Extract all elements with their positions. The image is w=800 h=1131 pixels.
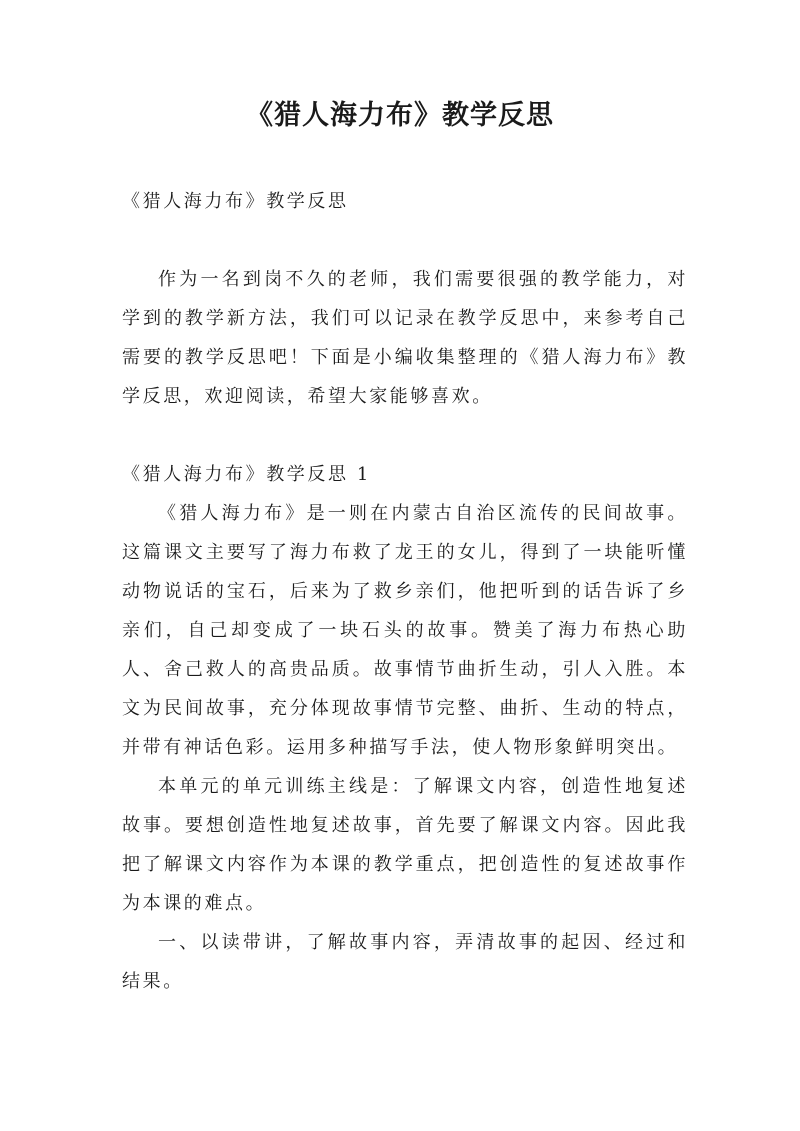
spacer (122, 221, 688, 260)
intro-paragraph: 作为一名到岗不久的老师，我们需要很强的教学能力，对学到的教学新方法，我们可以记录在教学反思中，来参考自己需要的教学反思吧！下面是小编收集整理的《猎人海力布》教学反思，欢迎阅读，希望大家能够喜欢。 (122, 269, 688, 407)
document-subtitle: 《猎人海力布》教学反思 (122, 191, 349, 212)
section-heading: 《猎人海力布》教学反思 1 (122, 464, 371, 485)
body-paragraph: 本单元的单元训练主线是：了解课文内容，创造性地复述故事。要想创造性地复述故事，首先要了解课文内容。因此我把了解课文内容作为本课的教学重点，把创造性的复述故事作为本课的难点。 (122, 776, 688, 914)
document-body (122, 182, 688, 1001)
document-title: 《猎人海力布》教学反思 (246, 100, 554, 131)
spacer (122, 416, 688, 455)
body-paragraph: 《猎人海力布》是一则在内蒙古自治区流传的民间故事。这篇课文主要写了海力布救了龙王的女儿，得到了一块能听懂动物说话的宝石，后来为了救乡亲们，他把听到的话告诉了乡亲们，自己却变成了一块石头的故事。赞美了海力布热心助人、舍己救人的高贵品质。故事情节曲折生动，引人入胜。本文为民间故事，充分体现故事情节完整、曲折、生动的特点，并带有神话色彩。运用多种描写手法，使人物形象鲜明突出。 (122, 503, 688, 758)
body-paragraph: 一、以读带讲，了解故事内容，弄清故事的起因、经过和结果。 (122, 932, 688, 992)
